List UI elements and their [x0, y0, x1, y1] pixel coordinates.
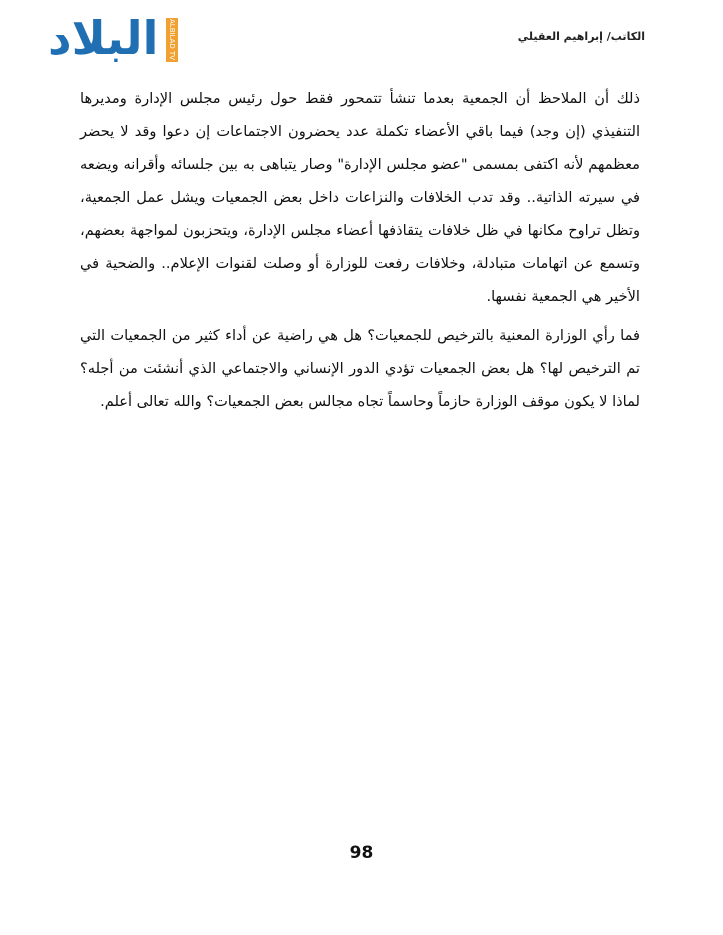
- paragraph-2: فما رأي الوزارة المعنية بالترخيص للجمعيات؟ هل هي راضية عن أداء كثير من الجمعيات التي تم الترخيص لها؟ هل بعض الجمعيات تؤدي الدور الإنساني والاجتماعي الذي أنشئت من أجله؟ لماذا لا يكون موقف الوزارة حازماً وحاسماً تجاه مجالس بعض الجمعيات؟ والله تعالى أعلم.: [80, 327, 640, 410]
- paragraph-1: ذلك أن الملاحظ أن الجمعية بعدما تنشأ تتمحور فقط حول رئيس مجلس الإدارة ومديرها التنفيذي (إن وجد) فيما باقي الأعضاء تكملة عدد يحضرون الاجتماعات إن دعوا وقد لا يحضر معظمهم لأنه اكتفى بمسمى "عضو مجلس الإدارة" وصار يتباهى به بين جلسائه وأقرانه ويضعه في سيرته الذاتية.. وقد تدب الخلافات والنزاعات داخل بعض الجمعيات ويشل عمل الجمعية، وتظل تراوح مكانها في ظل خلافات يتقاذفها أعضاء مجلس الإدارة، ويتحزبون لمواجهة بعضهم، وتسمع عن اتهامات متبادلة، وخلافات رفعت للوزارة أو وصلت لقنوات الإعلام.. والضحية في الأخير هي الجمعية نفسها.: [80, 90, 640, 305]
- albilad-logo: [48, 11, 178, 65]
- article-body: [80, 82, 640, 424]
- logo-tag: ALBILAD TV: [168, 19, 176, 61]
- author-byline: الكاتب/ إبراهيم العقيلي: [517, 30, 645, 43]
- page-number: 98: [349, 843, 374, 863]
- logo-wordmark: البلاد: [48, 11, 159, 65]
